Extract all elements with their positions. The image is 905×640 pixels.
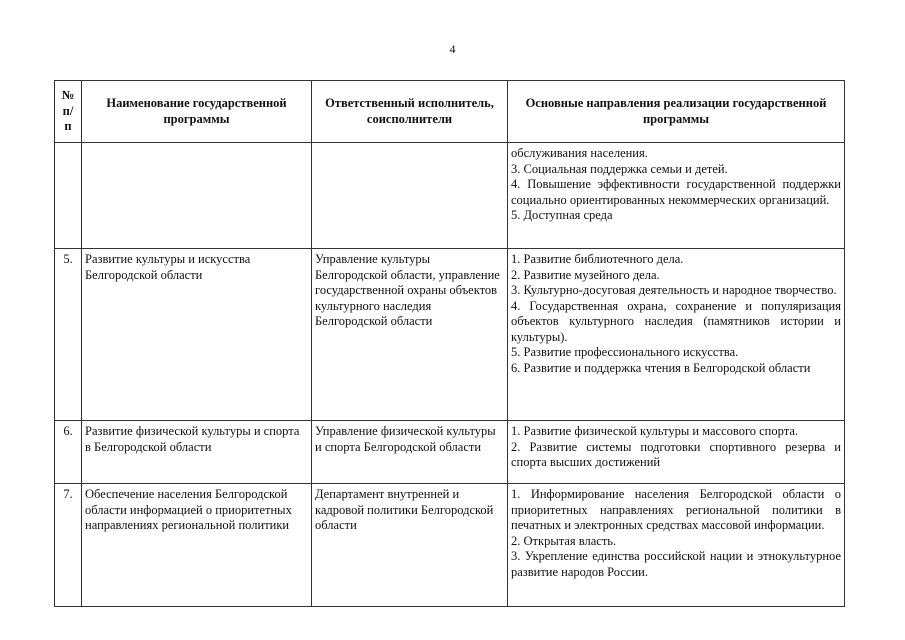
row-num: 6. <box>55 421 82 484</box>
table-header-row <box>55 81 845 143</box>
direction-item: 1. Развитие физической культуры и массового спорта. <box>511 424 798 438</box>
direction-item: 3. Культурно-досуговая деятельность и народное творчество. <box>511 283 837 297</box>
row-program-name <box>82 143 312 249</box>
table-row <box>55 143 845 249</box>
row-program-name: Обеспечение населения Белгородской области информацией о приоритетных направлениях региональной политики <box>82 484 312 607</box>
page-number: 4 <box>449 42 456 56</box>
direction-item: 2. Развитие системы подготовки спортивного резерва и спорта высших достижений <box>511 439 841 469</box>
table-row <box>55 421 845 484</box>
row-directions <box>508 143 845 249</box>
row-responsible: Департамент внутренней и кадровой политики Белгородской области <box>312 484 508 607</box>
row-num: 7. <box>55 484 82 607</box>
table-row <box>55 249 845 421</box>
row-directions <box>508 421 845 484</box>
programs-table <box>54 80 845 607</box>
row-responsible: Управление физической культуры и спорта Белгородской области <box>312 421 508 484</box>
direction-item: 5. Развитие профессионального искусства. <box>511 345 739 359</box>
row-num <box>55 143 82 249</box>
direction-item: 4. Повышение эффективности государственной поддержки социально ориентированных некоммерческих организаций. <box>511 177 841 207</box>
row-directions <box>508 484 845 607</box>
direction-item: 2. Развитие музейного дела. <box>511 267 660 282</box>
row-program-name: Развитие культуры и искусства Белгородской области <box>82 249 312 421</box>
row-responsible <box>312 143 508 249</box>
row-program-name: Развитие физической культуры и спорта в Белгородской области <box>82 421 312 484</box>
header-directions: Основные направления реализации государственной программы <box>508 81 845 143</box>
direction-item: 1. Информирование населения Белгородской области о приоритетных направлениях региональной политики в печатных и электронных средствах массовой информации. <box>511 487 841 532</box>
direction-item: 4. Государственная охрана, сохранение и популяризация объектов культурного наследия (памятников истории и культуры). <box>511 298 841 344</box>
direction-item: 2. Открытая власть. <box>511 533 617 548</box>
header-program-name: Наименование государственной программы <box>82 81 312 143</box>
row-directions <box>508 249 845 421</box>
header-num: № п/п <box>55 81 82 143</box>
direction-item: 6. Развитие и поддержка чтения в Белгородской области <box>511 360 811 375</box>
header-responsible: Ответственный исполнитель, соисполнители <box>312 81 508 143</box>
direction-item: 3. Укрепление единства российской нации и этнокультурное развитие народов России. <box>511 549 841 579</box>
row-num: 5. <box>55 249 82 421</box>
table-row <box>55 484 845 607</box>
direction-item: обслуживания населения. <box>511 146 648 160</box>
direction-item: 5. Доступная среда <box>511 208 613 222</box>
row-responsible: Управление культуры Белгородской области, управление государственной охраны объектов культурного наследия Белгородской области <box>312 249 508 421</box>
direction-item: 3. Социальная поддержка семьи и детей. <box>511 161 728 176</box>
direction-item: 1. Развитие библиотечного дела. <box>511 252 684 266</box>
